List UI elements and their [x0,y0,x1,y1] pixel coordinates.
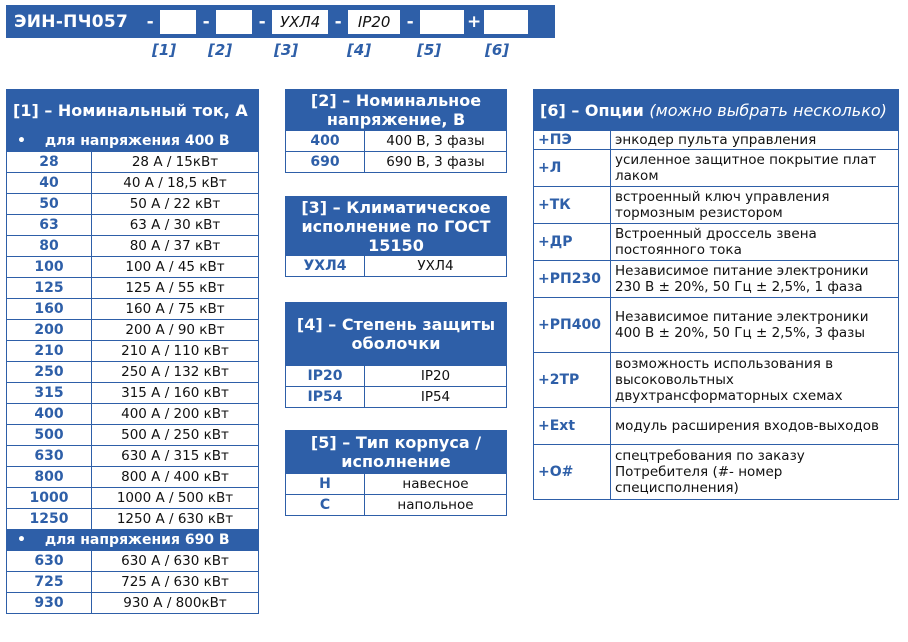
row-code: 500 [7,425,92,446]
housing-table-title: [5] – Тип корпуса / исполнение [286,431,507,474]
row-value: 725 А / 630 кВт [92,572,259,593]
row-value: 250 А / 132 кВт [92,362,259,383]
current-table-title: [1] – Номинальный ток, А [7,90,259,131]
row-code: 630 [7,446,92,467]
option-description: энкодер пульта управления [611,131,899,150]
row-code: IP54 [286,387,365,408]
row-code: 100 [7,257,92,278]
row-code: 1250 [7,509,92,530]
rows-400 [7,152,259,530]
plus-sign: + [467,11,482,32]
row-value: 315 А / 160 кВт [92,383,259,404]
housing-table [285,430,507,516]
row-value: IP20 [365,366,507,387]
table-row [7,299,259,320]
table-row [7,320,259,341]
option-code: +ДР [534,224,611,261]
slot-3-field[interactable]: УХЛ4 [272,10,328,34]
row-code: 800 [7,467,92,488]
table-row [7,341,259,362]
table-row [7,257,259,278]
slot-labels [0,41,560,59]
option-description: Независимое питание электроники 400 В ± 20%, 50 Гц ± 2,5%, 3 фазы [611,298,899,353]
protection-table [285,302,507,408]
row-value: УХЛ4 [365,256,507,277]
option-code: +2ТР [534,353,611,408]
voltage-rows [286,131,507,173]
table-row [286,387,507,408]
separator: - [202,11,210,32]
row-code: 50 [7,194,92,215]
row-code: 80 [7,236,92,257]
table-row [286,366,507,387]
slot-label-6: [6] [485,41,510,59]
row-value: 1000 А / 500 кВт [92,488,259,509]
option-description: Независимое питание электроники 230 В ± 20%, 50 Гц ± 2,5%, 1 фаза [611,261,899,298]
row-code: 315 [7,383,92,404]
slot-label-4: [4] [347,41,372,59]
protection-table-title: [4] – Степень защиты оболочки [286,303,507,366]
option-code: +О# [534,445,611,500]
separator: - [146,11,154,32]
current-table [6,89,259,614]
row-value: 400 В, 3 фазы [365,131,507,152]
option-code: +РП230 [534,261,611,298]
option-description: Встроенный дроссель звена постоянного тока [611,224,899,261]
row-value: 40 А / 18,5 кВт [92,173,259,194]
housing-rows [286,474,507,516]
table-row [7,215,259,236]
row-code: 725 [7,572,92,593]
table-row [7,509,259,530]
row-code: Н [286,474,365,495]
option-description: модуль расширения входов-выходов [611,408,899,445]
row-value: 125 А / 55 кВт [92,278,259,299]
row-value: 930 А / 800кВт [92,593,259,614]
table-row [286,256,507,277]
option-description: усиленное защитное покрытие плат лаком [611,150,899,187]
row-code: 160 [7,299,92,320]
row-value: 690 В, 3 фазы [365,152,507,173]
option-code: +ТК [534,187,611,224]
option-description: встроенный ключ управления тормозным резистором [611,187,899,224]
model-code-bar [6,5,555,38]
bullet: • [17,532,26,548]
row-code: 1000 [7,488,92,509]
table-row [7,383,259,404]
options-table-note: (можно выбрать несколько) [649,100,887,120]
table-row [7,404,259,425]
separator: - [334,11,342,32]
options-table-title-cell [534,90,899,131]
slot-label-5: [5] [417,41,442,59]
table-row [286,495,507,516]
model-prefix: ЭИН-ПЧ057 [14,11,129,32]
option-code: +ПЭ [534,131,611,150]
table-row [7,173,259,194]
option-row [534,150,899,187]
row-value: 400 А / 200 кВт [92,404,259,425]
row-value: навесное [365,474,507,495]
climate-rows [286,256,507,277]
climate-table [285,196,507,277]
row-value: 200 А / 90 кВт [92,320,259,341]
table-row [7,572,259,593]
slot-1-field[interactable] [160,10,196,34]
row-code: 930 [7,593,92,614]
table-row [286,474,507,495]
row-value: 160 А / 75 кВт [92,299,259,320]
row-code: 400 [286,131,365,152]
table-row [7,593,259,614]
row-code: 210 [7,341,92,362]
table-row [7,488,259,509]
row-value: напольное [365,495,507,516]
rows-690 [7,551,259,614]
climate-table-title: [3] – Климатическое исполнение по ГОСТ 15150 [286,197,507,256]
option-code: +Ext [534,408,611,445]
voltage-table [285,89,507,173]
bullet: • [17,133,26,149]
row-code: 63 [7,215,92,236]
option-row [534,408,899,445]
slot-6-field[interactable] [484,10,528,34]
table-row [7,425,259,446]
row-value: 630 А / 315 кВт [92,446,259,467]
option-row [534,353,899,408]
slot-5-field[interactable] [420,10,464,34]
table-row [7,551,259,572]
row-code: IP20 [286,366,365,387]
row-value: 800 А / 400 кВт [92,467,259,488]
row-code: 40 [7,173,92,194]
separator: - [258,11,266,32]
table-row [7,152,259,173]
option-description: возможность использования в высоковольтных двухтрансформаторных схемах [611,353,899,408]
row-code: 400 [7,404,92,425]
slot-label-3: [3] [274,41,299,59]
table-row [7,362,259,383]
table-row [7,467,259,488]
row-value: 210 А / 110 кВт [92,341,259,362]
options-table [533,89,899,500]
option-row [534,298,899,353]
row-value: 50 А / 22 кВт [92,194,259,215]
row-value: IP54 [365,387,507,408]
table-row [7,278,259,299]
row-code: 200 [7,320,92,341]
row-value: 500 А / 250 кВт [92,425,259,446]
table-row [7,446,259,467]
slot-label-1: [1] [152,41,177,59]
group-400-header [7,131,259,152]
slot-2-field[interactable] [216,10,252,34]
group-690-label: для напряжения 690 В [44,532,230,548]
option-description: спецтребования по заказу Потребителя (#- номер специсполнения) [611,445,899,500]
row-value: 100 А / 45 кВт [92,257,259,278]
slot-label-2: [2] [208,41,233,59]
row-code: 690 [286,152,365,173]
table-row [286,152,507,173]
option-row [534,187,899,224]
table-row [7,236,259,257]
options-table-title: [6] – Опции [540,100,644,120]
option-code: +Л [534,150,611,187]
row-value: 1250 А / 630 кВт [92,509,259,530]
row-value: 28 А / 15кВт [92,152,259,173]
row-value: 80 А / 37 кВт [92,236,259,257]
row-value: 63 А / 30 кВт [92,215,259,236]
row-code: 250 [7,362,92,383]
group-400-label: для напряжения 400 В [44,133,230,149]
row-code: 28 [7,152,92,173]
table-row [286,131,507,152]
voltage-table-title: [2] – Номинальное напряжение, В [286,90,507,131]
group-690-header [7,530,259,551]
row-code: УХЛ4 [286,256,365,277]
row-code: С [286,495,365,516]
separator: - [406,11,414,32]
option-row [534,131,899,150]
option-row [534,445,899,500]
row-value: 630 А / 630 кВт [92,551,259,572]
slot-4-field[interactable]: IP20 [348,10,400,34]
option-row [534,224,899,261]
table-row [7,194,259,215]
option-row [534,261,899,298]
options-rows [534,131,899,500]
row-code: 125 [7,278,92,299]
protection-rows [286,366,507,408]
option-code: +РП400 [534,298,611,353]
row-code: 630 [7,551,92,572]
